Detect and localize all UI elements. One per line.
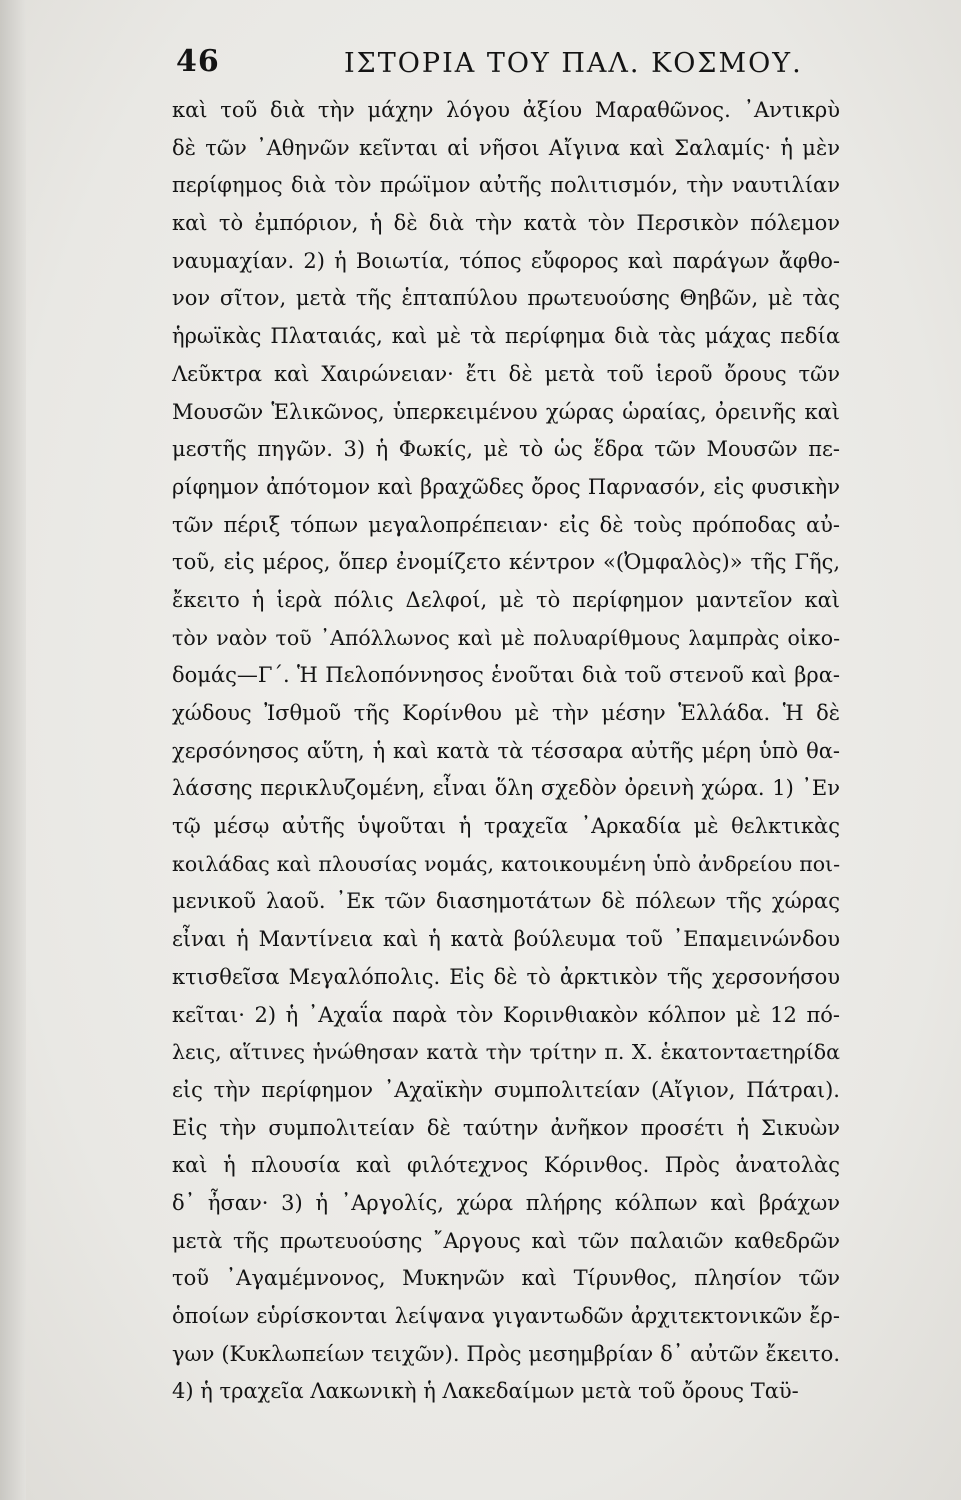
text-line: δ᾿ ἦσαν· 3) ἡ ᾿Αργολίς, χώρα πλήρης κόλπων καὶ βράχων [172, 1190, 840, 1215]
text-line: δομάς—Γ΄. Ἡ Πελοπόννησος ἑνοῦται διὰ τοῦ στενοῦ καὶ βρα- [172, 663, 840, 688]
text-line: τὸν ναὸν τοῦ ᾿Απόλλωνος καὶ μὲ πολυαρίθμους λαμπρὰς οἰκο- [172, 625, 840, 650]
page-number: 46 [176, 44, 220, 79]
text-line: τῶν πέριξ τόπων μεγαλοπρέπειαν· εἰς δὲ τοὺς πρόποδας αὐ- [172, 512, 840, 537]
text-line: νον σῖτον, μετὰ τῆς ἑπταπύλου πρωτευούσης Θηβῶν, μὲ τὰς [172, 286, 840, 311]
text-line: μενικοῦ λαοῦ. ᾿Εκ τῶν διασημοτάτων δὲ πόλεων τῆς χώρας [172, 889, 840, 914]
text-line: λάσσης περικλυζομένη, εἶναι ὅλη σχεδὸν ὀρεινὴ χώρα. 1) ᾿Εν [172, 776, 840, 801]
text-line: δὲ τῶν ᾿Αθηνῶν κεῖνται αἱ νῆσοι Αἴγινα καὶ Σαλαμίς· ἡ μὲν [172, 135, 840, 160]
text-line: Λεῦκτρα καὶ Χαιρώνειαν· ἔτι δὲ μετὰ τοῦ ἱεροῦ ὄρους τῶν [172, 361, 840, 386]
text-line: καὶ τοῦ διὰ τὴν μάχην λόγου ἀξίου Μαραθῶνος. ᾿Αντικρὺ [172, 98, 840, 122]
text-line: ἡρωϊκὰς Πλαταιάς, καὶ μὲ τὰ περίφημα διὰ τὰς μάχας πεδία [172, 324, 840, 349]
text-line: καὶ ἡ πλουσία καὶ φιλότεχνος Κόρινθος. Πρὸς ἀνατολὰς [172, 1153, 840, 1178]
running-title: ΙΣΤΟΡΙΑ ΤΟΥ ΠΑΛ. ΚΟΣΜΟΥ. [344, 48, 803, 79]
page-header [176, 42, 836, 88]
text-line: τοῦ, εἰς μέρος, ὅπερ ἐνομίζετο κέντρον «(Ὀμφαλὸς)» τῆς Γῆς, [172, 550, 840, 575]
text-line: γων (Κυκλωπείων τειχῶν). Πρὸς μεσημβρίαν δ᾿ αὐτῶν ἔκειτο. [172, 1341, 840, 1366]
page-gutter-shadow [0, 0, 26, 1500]
text-line: Μουσῶν Ἑλικῶνος, ὑπερκειμένου χώρας ὡραίας, ὀρεινῆς καὶ [172, 399, 840, 424]
body-text [172, 92, 840, 1411]
text-line: τῷ μέσῳ αὐτῆς ὑψοῦται ἡ τραχεῖα ᾿Αρκαδία μὲ θελκτικὰς [172, 814, 840, 839]
text-line: Εἰς τὴν συμπολιτείαν δὲ ταύτην ἀνῆκον προσέτι ἡ Σικυὼν [172, 1115, 840, 1140]
text-line: μετὰ τῆς πρωτευούσης ῎Αργους καὶ τῶν παλαιῶν καθεδρῶν [172, 1228, 840, 1253]
text-line: καὶ τὸ ἐμπόριον, ἡ δὲ διὰ τὴν κατὰ τὸν Περσικὸν πόλεμον [172, 211, 840, 236]
text-line: 4) ἡ τραχεῖα Λακωνικὴ ἡ Λακεδαίμων μετὰ τοῦ ὄρους Ταϋ- [172, 1379, 799, 1404]
text-line: ρίφημον ἀπότομον καὶ βραχῶδες ὄρος Παρνασόν, εἰς φυσικὴν [172, 474, 840, 499]
text-line: ναυμαχίαν. 2) ἡ Βοιωτία, τόπος εὔφορος καὶ παράγων ἄφθο- [172, 248, 840, 273]
text-line: κεῖται· 2) ἡ ᾿Αχαΐα παρὰ τὸν Κορινθιακὸν κόλπον μὲ 12 πό- [172, 1002, 840, 1027]
text-line: κτισθεῖσα Μεγαλόπολις. Εἰς δὲ τὸ ἀρκτικὸν τῆς χερσονήσου [172, 964, 840, 989]
text-line: κοιλάδας καὶ πλουσίας νομάς, κατοικουμένη ὑπὸ ἀνδρείου ποι- [172, 851, 840, 876]
text-line: περίφημος διὰ τὸν πρώϊμον αὐτῆς πολιτισμόν, τὴν ναυτιλίαν [172, 173, 840, 198]
text-line: λεις, αἵτινες ἡνώθησαν κατὰ τὴν τρίτην π. Χ. ἑκατονταετηρίδα [172, 1040, 840, 1065]
text-line: τοῦ ᾿Αγαμέμνονος, Μυκηνῶν καὶ Τίρυνθος, πλησίον τῶν [172, 1266, 840, 1291]
text-line: χερσόνησος αὕτη, ἡ καὶ κατὰ τὰ τέσσαρα αὐτῆς μέρη ὑπὸ θα- [172, 738, 840, 763]
text-line: μεστῆς πηγῶν. 3) ἡ Φωκίς, μὲ τὸ ὡς ἕδρα τῶν Μουσῶν πε- [172, 437, 840, 462]
text-line: χώδους Ἰσθμοῦ τῆς Κορίνθου μὲ τὴν μέσην Ἑλλάδα. Ἡ δὲ [172, 701, 840, 725]
text-line: εἰς τὴν περίφημον ᾿Αχαϊκὴν συμπολιτείαν (Αἴγιον, Πάτραι). [172, 1077, 840, 1102]
text-line: εἶναι ἡ Μαντίνεια καὶ ἡ κατὰ βούλευμα τοῦ ᾿Επαμεινώνδου [172, 927, 840, 952]
text-line: ὁποίων εὑρίσκονται λείψανα γιγαντωδῶν ἀρχιτεκτονικῶν ἔρ- [172, 1304, 840, 1328]
text-line: ἔκειτο ἡ ἱερὰ πόλις Δελφοί, μὲ τὸ περίφημον μαντεῖον καὶ [172, 587, 840, 612]
